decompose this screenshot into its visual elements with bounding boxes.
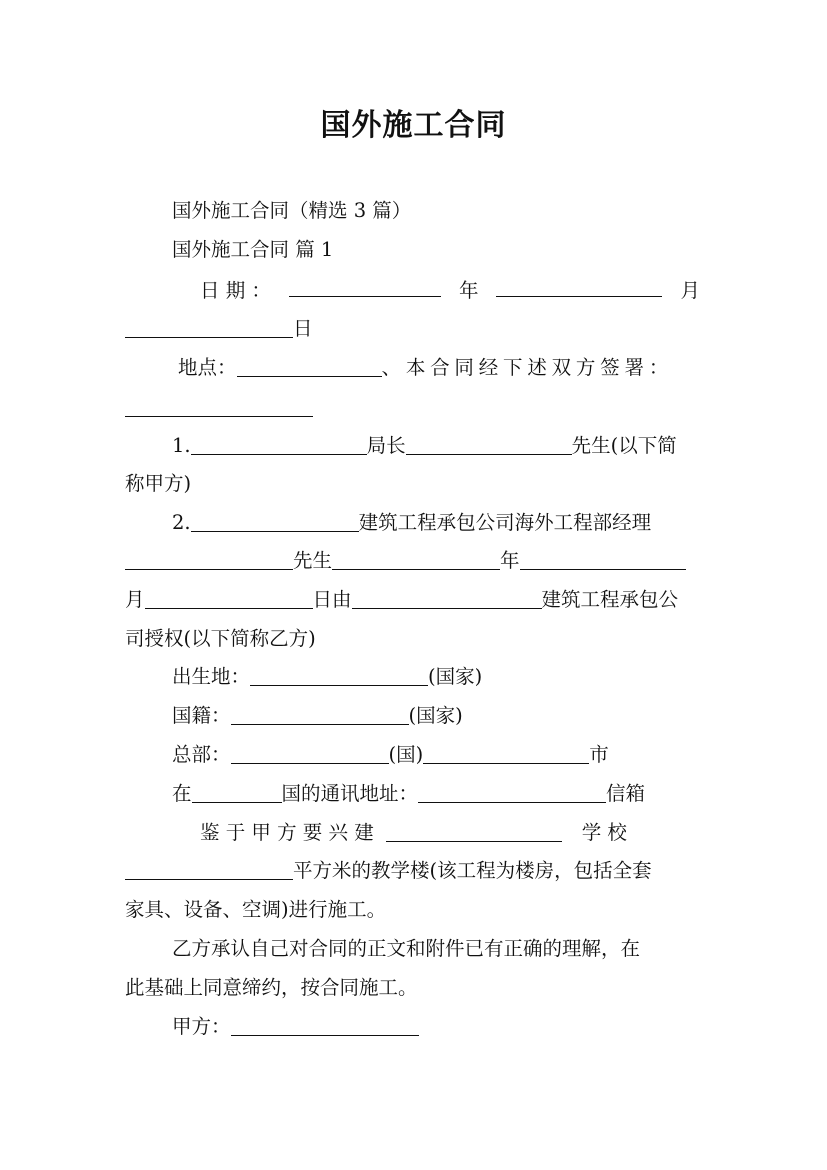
address-blank-2[interactable] <box>418 782 606 803</box>
date-label: 日 期 ： <box>200 279 271 302</box>
date-line <box>200 276 700 304</box>
signatory-blank[interactable] <box>125 396 313 417</box>
date-day-blank[interactable] <box>125 317 293 338</box>
party-a-label: 甲方： <box>172 1015 231 1038</box>
date-year-blank[interactable] <box>289 276 441 297</box>
project-text-b: 学 校 <box>581 821 627 844</box>
item2-blank-4[interactable] <box>520 549 686 570</box>
party-a-line <box>172 1013 419 1041</box>
birthplace-label: 出生地： <box>172 665 251 688</box>
item1-blank-1[interactable] <box>191 434 367 455</box>
item2-text-d: 月 <box>125 588 145 611</box>
item2-text-b: 先生 <box>293 549 333 572</box>
birthplace-suffix: (国家) <box>428 665 483 688</box>
project-school-blank[interactable] <box>386 821 562 842</box>
item2-text-c: 年 <box>500 549 520 572</box>
document-title: 国外施工合同 <box>320 108 507 143</box>
hq-blank-1[interactable] <box>231 743 389 764</box>
item2-line <box>172 509 651 537</box>
address-line <box>172 780 645 808</box>
hq-blank-2[interactable] <box>423 743 589 764</box>
intro-line: 国外施工合同（精选 3 篇） <box>172 199 412 222</box>
date-month-label: 月 <box>680 279 700 302</box>
nationality-line <box>172 702 463 730</box>
place-line <box>178 354 700 382</box>
hq-mid: (国) <box>388 743 424 766</box>
project-area-blank[interactable] <box>125 859 293 880</box>
project-line-3: 家具、设备、空调)进行施工。 <box>125 898 387 921</box>
item2-blank-3[interactable] <box>332 549 500 570</box>
ack-line-2: 此基础上同意缔约，按合同施工。 <box>125 976 418 999</box>
item1-line <box>172 432 677 460</box>
birthplace-line <box>172 663 482 691</box>
nationality-label: 国籍： <box>172 704 231 727</box>
hq-label: 总部： <box>172 743 231 766</box>
date-year-label: 年 <box>458 279 479 302</box>
item1-text-a: 局长 <box>366 434 406 457</box>
item2-line-4: 司授权(以下简称乙方) <box>125 627 316 650</box>
item2-blank-2[interactable] <box>125 549 293 570</box>
item2-blank-1[interactable] <box>191 511 359 532</box>
project-line <box>200 819 700 847</box>
date-month-blank[interactable] <box>496 276 662 297</box>
project-text-a: 鉴 于 甲 方 要 兴 建 <box>200 821 374 844</box>
place-text: 、本合同经下述双方签署： <box>381 356 674 379</box>
nationality-suffix: (国家) <box>408 704 463 727</box>
nationality-blank[interactable] <box>231 704 409 725</box>
project-line-2 <box>125 857 652 885</box>
item1-text-b: 先生(以下简 <box>571 434 677 457</box>
item2-number: 2. <box>172 511 191 534</box>
item2-text-a: 建筑工程承包公司海外工程部经理 <box>358 511 652 534</box>
date-day-line <box>125 315 313 343</box>
item1-continuation: 称甲方) <box>125 472 192 495</box>
item2-text-e: 日由 <box>312 588 352 611</box>
section-heading: 国外施工合同 篇 1 <box>172 238 334 261</box>
item1-blank-2[interactable] <box>406 434 572 455</box>
hq-suffix: 市 <box>589 743 609 766</box>
address-blank-1[interactable] <box>192 782 282 803</box>
address-text-b: 国的通讯地址： <box>281 782 419 805</box>
item2-line-2 <box>125 547 686 575</box>
item1-number: 1. <box>172 434 191 457</box>
project-text-c: 平方米的教学楼(该工程为楼房，包括全套 <box>293 859 652 882</box>
place-continuation <box>125 394 313 422</box>
ack-line: 乙方承认自己对合同的正文和附件已有正确的理解，在 <box>172 937 641 960</box>
item2-line-3 <box>125 586 678 614</box>
date-day-label: 日 <box>293 317 313 340</box>
birthplace-blank[interactable] <box>250 665 428 686</box>
hq-line <box>172 741 609 769</box>
address-text-c: 信箱 <box>606 782 646 805</box>
item2-text-f: 建筑工程承包公 <box>541 588 679 611</box>
item2-blank-6[interactable] <box>352 588 542 609</box>
place-label: 地点： <box>178 356 237 379</box>
party-a-blank[interactable] <box>231 1015 419 1036</box>
item2-blank-5[interactable] <box>145 588 313 609</box>
place-blank[interactable] <box>237 356 382 377</box>
address-text-a: 在 <box>172 782 192 805</box>
